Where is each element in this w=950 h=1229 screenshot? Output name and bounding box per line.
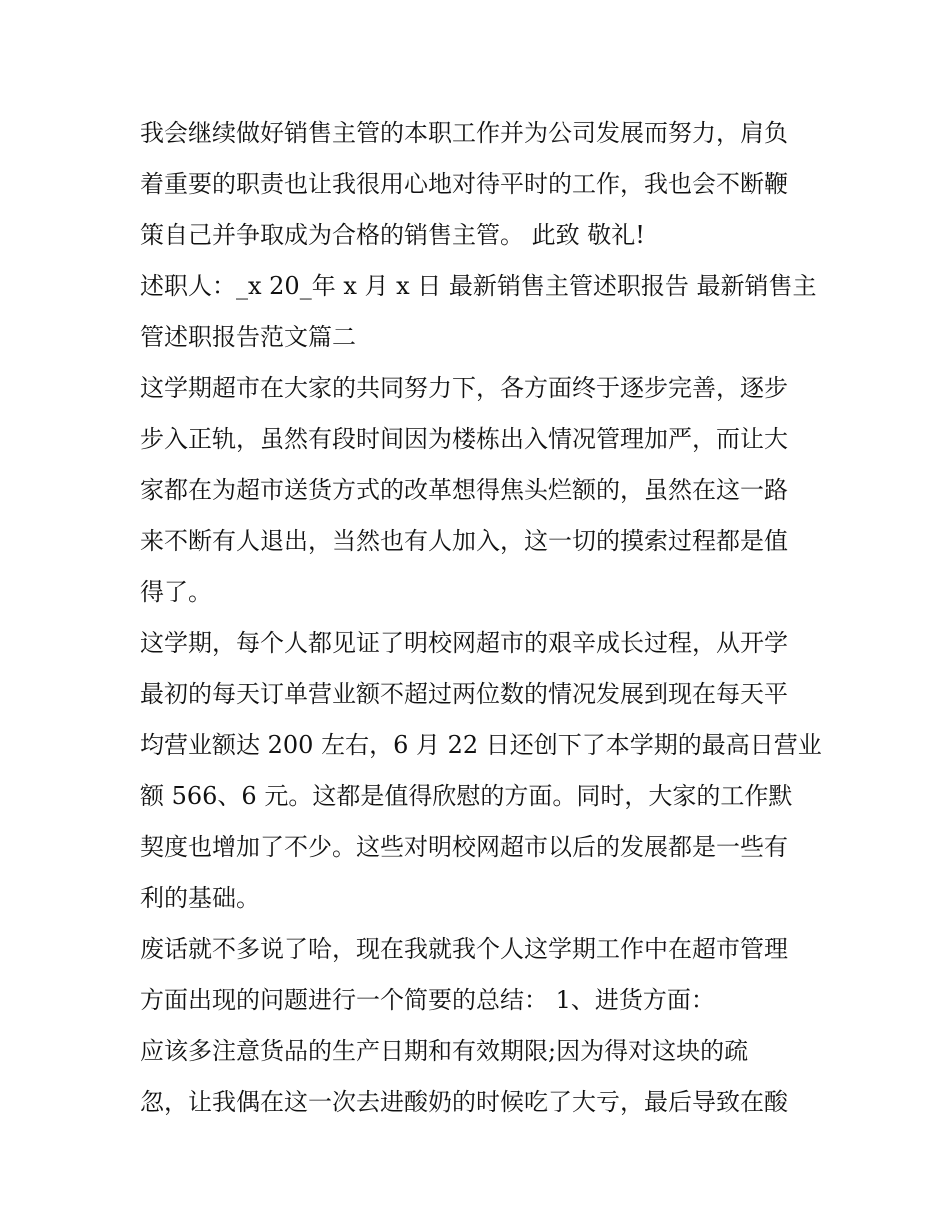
text-line: 我会继续做好销售主管的本职工作并为公司发展而努力，肩负: [140, 119, 788, 147]
text-line: 这学期，每个人都见证了明校网超市的艰辛成长过程，从开学: [140, 629, 788, 657]
text-line: 均营业额达 200 左右，6 月 22 日还创下了本学期的最高日营业: [140, 731, 822, 759]
text-line: 方面出现的问题进行一个简要的总结： 1、进货方面：: [140, 986, 715, 1014]
text-line: 额 566、6 元。这都是值得欣慰的方面。同时，大家的工作默: [140, 782, 793, 810]
text-line: 家都在为超市送货方式的改革想得焦头烂额的，虽然在这一路: [140, 476, 788, 504]
text-line: 契度也增加了不少。这些对明校网超市以后的发展都是一些有: [140, 833, 788, 861]
text-line: 最初的每天订单营业额不超过两位数的情况发展到现在每天平: [140, 680, 788, 708]
text-line: 着重要的职责也让我很用心地对待平时的工作，我也会不断鞭: [140, 170, 788, 198]
text-line: 利的基础。: [140, 884, 260, 912]
text-line: 步入正轨，虽然有段时间因为楼栋出入情况管理加严，而让大: [140, 425, 788, 453]
text-line: 得了。: [140, 578, 212, 606]
text-line: 忽，让我偶在这一次去进酸奶的时候吃了大亏，最后导致在酸: [140, 1088, 788, 1116]
text-line: 策自己并争取成为合格的销售主管。 此致 敬礼!: [140, 221, 645, 249]
text-line: 这学期超市在大家的共同努力下，各方面终于逐步完善，逐步: [140, 374, 788, 402]
text-line: 应该多注意货品的生产日期和有效期限;因为得对这块的疏: [140, 1037, 749, 1065]
text-line: 废话就不多说了哈，现在我就我个人这学期工作中在超市管理: [140, 935, 788, 963]
text-line: 来不断有人退出，当然也有人加入，这一切的摸索过程都是值: [140, 527, 788, 555]
text-line: 述职人：_x 20_年 x 月 x 日 最新销售主管述职报告 最新销售主: [140, 272, 817, 300]
text-line: 管述职报告范文篇二: [140, 323, 356, 351]
document-body: [140, 108, 830, 1128]
